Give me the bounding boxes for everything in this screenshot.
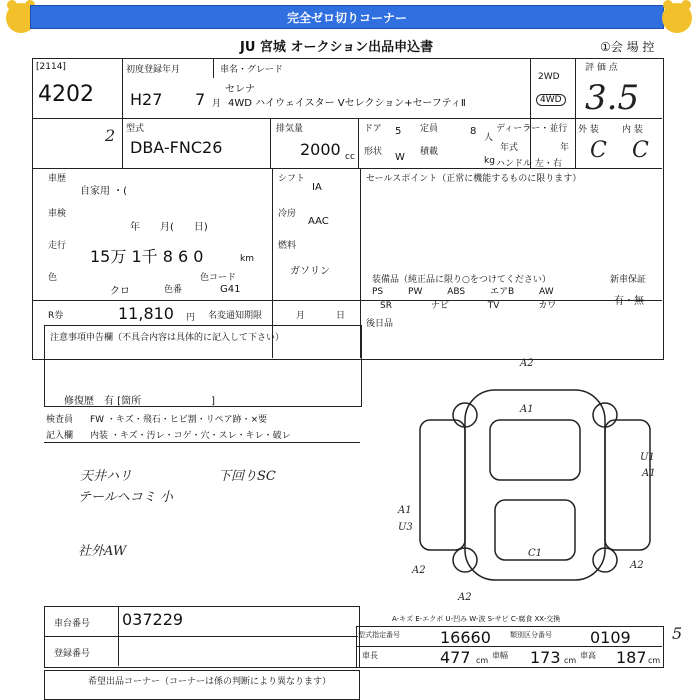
door-label: ドア bbox=[364, 124, 382, 134]
interior-grade: C bbox=[632, 138, 649, 163]
usage-label: 車歴 bbox=[48, 174, 67, 184]
recycle: 11,810 bbox=[118, 304, 174, 323]
class-num: 0109 bbox=[590, 628, 631, 647]
note-tail: テールヘコミ 小 bbox=[78, 490, 173, 505]
mark-a2-rear-right: A2 bbox=[630, 560, 644, 571]
recycle-unit: 円 bbox=[186, 313, 196, 323]
mark-c1: C1 bbox=[528, 548, 543, 559]
exterior-label: 外 装 bbox=[578, 125, 599, 135]
sales-point-label: セールスポイント（正常に機能するものに限ります） bbox=[366, 174, 582, 184]
type-num-label: 型式指定番号 bbox=[358, 631, 400, 639]
score: 3.5 bbox=[585, 78, 640, 118]
tax-month: 月 bbox=[296, 311, 306, 321]
width-unit: cm bbox=[564, 656, 577, 665]
new-warranty-value: 有・無 bbox=[614, 296, 644, 307]
inspection-label: 車検 bbox=[48, 209, 67, 219]
displacement-label: 排気量 bbox=[276, 124, 304, 134]
car-grade: 4WD ハイウェイスター Vセレクション+セーフティⅡ bbox=[228, 98, 466, 109]
color: クロ bbox=[110, 286, 130, 297]
lot-code: [2114] bbox=[36, 62, 66, 72]
reg-month: 7 bbox=[195, 90, 206, 109]
brand-title: JU 宮城 オークション出品申込書 bbox=[240, 40, 434, 55]
fw-row: FW ・キズ・飛石・ヒビ割・リペア跡・×要 bbox=[90, 415, 268, 425]
class-num-label: 類別区分番号 bbox=[510, 631, 552, 639]
length: 477 bbox=[440, 648, 471, 667]
recycle-label: R券 bbox=[48, 311, 64, 321]
inspector-label2: 記入欄 bbox=[46, 431, 74, 441]
equipment-row2: SR ナビ TV カワ bbox=[380, 301, 557, 311]
model: DBA-FNC26 bbox=[130, 138, 223, 157]
capacity: 8 bbox=[470, 126, 477, 137]
mark-u3: U3 bbox=[398, 522, 413, 533]
fuel: ガソリン bbox=[290, 266, 330, 277]
ac-label: 冷房 bbox=[278, 209, 297, 219]
top-banner bbox=[0, 0, 700, 38]
interior-label: 内 装 bbox=[622, 125, 643, 135]
drive-2wd: 2WD bbox=[538, 72, 560, 82]
name-label: 車名・グレード bbox=[220, 65, 284, 75]
mark-a2-top: A2 bbox=[520, 358, 534, 369]
note-under: 下回りSC bbox=[218, 469, 276, 484]
era-year: H27 bbox=[130, 90, 163, 109]
venue-copy: ①会 場 控 bbox=[600, 40, 655, 54]
mark-a2-bottom: A2 bbox=[458, 592, 472, 603]
mileage-label: 走行 bbox=[48, 241, 67, 251]
color-code: G41 bbox=[220, 284, 241, 295]
footer-label: 希望出品コーナー（コーナーは係の判断により異なります） bbox=[88, 677, 332, 687]
rear-label: 後日品 bbox=[366, 319, 394, 329]
mark-a1-left: A1 bbox=[398, 505, 412, 516]
chassis-number: 037229 bbox=[122, 610, 184, 629]
note-ceiling: 天井ハリ bbox=[80, 469, 133, 484]
load-label: 積載 bbox=[420, 147, 439, 157]
model-label: 型式 bbox=[126, 124, 145, 134]
reg-label: 初度登録年月 bbox=[126, 65, 181, 75]
mark-u1: U1 bbox=[640, 452, 655, 463]
color-code-label: 色コード bbox=[200, 273, 237, 283]
equipment-label: 装備品（純正品に限り○をつけてください） bbox=[372, 275, 551, 285]
width: 173 bbox=[530, 648, 561, 667]
month-unit: 月 bbox=[212, 99, 222, 109]
hyoka-label: 評 価 点 bbox=[585, 63, 618, 73]
handle-label: ハンドル 左・右 bbox=[496, 159, 562, 169]
load-unit: kg bbox=[484, 156, 495, 166]
mark-a1-top: A1 bbox=[520, 404, 534, 415]
color-num-label: 色番 bbox=[164, 285, 183, 295]
displacement: 2000 bbox=[300, 140, 341, 159]
shift: IA bbox=[312, 182, 322, 193]
dealer-label: ディーラー・並行 bbox=[496, 124, 568, 134]
note-aw: 社外AW bbox=[78, 544, 127, 559]
mark-a2-rear-left: A2 bbox=[412, 565, 426, 576]
banner-title: 完全ゼロ切りコーナー bbox=[30, 5, 664, 29]
mark-a1-right: A1 bbox=[642, 468, 656, 479]
interior-row: 内装 ・キズ・汚レ・コゲ・穴・スレ・キレ・破レ bbox=[90, 431, 291, 441]
handwritten-2: 2 bbox=[105, 126, 116, 145]
exterior-grade: C bbox=[590, 138, 607, 163]
color-label: 色 bbox=[48, 273, 58, 283]
ac: AAC bbox=[308, 216, 329, 227]
length-unit: cm bbox=[476, 656, 489, 665]
shift-label: シフト bbox=[278, 174, 306, 184]
car-name: セレナ bbox=[225, 84, 255, 95]
type-num: 16660 bbox=[440, 628, 491, 647]
tax-label: 名変通知期限 bbox=[208, 311, 263, 321]
height-label: 車高 bbox=[580, 651, 596, 660]
drive-4wd: 4WD bbox=[536, 94, 566, 106]
equipment-row1: PS PW ABS エアB AW bbox=[372, 287, 554, 297]
doors: 5 bbox=[395, 126, 402, 137]
shape: W bbox=[395, 152, 405, 163]
width-label: 車幅 bbox=[492, 651, 508, 660]
inspector-label1: 検査員 bbox=[46, 415, 74, 425]
tax-day: 日 bbox=[336, 311, 346, 321]
repair-history: 修復歴 有 [箇所 ] bbox=[64, 396, 215, 407]
fuel-label: 燃料 bbox=[278, 241, 297, 251]
damage-legend: A-キズ E-エクボ U-凹み W-波 S-サビ C-腐食 XX-交換 bbox=[392, 615, 561, 623]
notes-label: 注意事項申告欄（不具合内容は具体的に記入して下さい） bbox=[50, 333, 285, 343]
registration-label: 登録番号 bbox=[54, 649, 91, 659]
mileage-unit: km bbox=[240, 254, 254, 264]
height-unit: cm bbox=[648, 656, 661, 665]
length-label: 車長 bbox=[362, 651, 378, 660]
shape-label: 形状 bbox=[364, 147, 383, 157]
chassis-box bbox=[44, 606, 360, 668]
inspection: 年 月( 日) bbox=[130, 222, 208, 233]
mileage: 15万 1千 8 6 0 bbox=[90, 247, 204, 266]
car-diagram bbox=[410, 370, 660, 600]
usage: 自家用 ・( bbox=[80, 186, 128, 197]
lot-number: 4202 bbox=[38, 82, 94, 107]
capacity-unit: 人 bbox=[484, 133, 494, 143]
chassis-number-label: 車台番号 bbox=[54, 619, 91, 629]
displacement-unit: cc bbox=[345, 152, 355, 162]
new-warranty-label: 新車保証 bbox=[610, 275, 647, 285]
year-unit: 年 bbox=[560, 143, 570, 153]
capacity-label: 定員 bbox=[420, 124, 439, 134]
year-label: 年式 bbox=[500, 143, 519, 153]
side-mark: 5 bbox=[672, 624, 683, 643]
bear-mascot-icon bbox=[662, 3, 692, 33]
height: 187 bbox=[616, 648, 647, 667]
